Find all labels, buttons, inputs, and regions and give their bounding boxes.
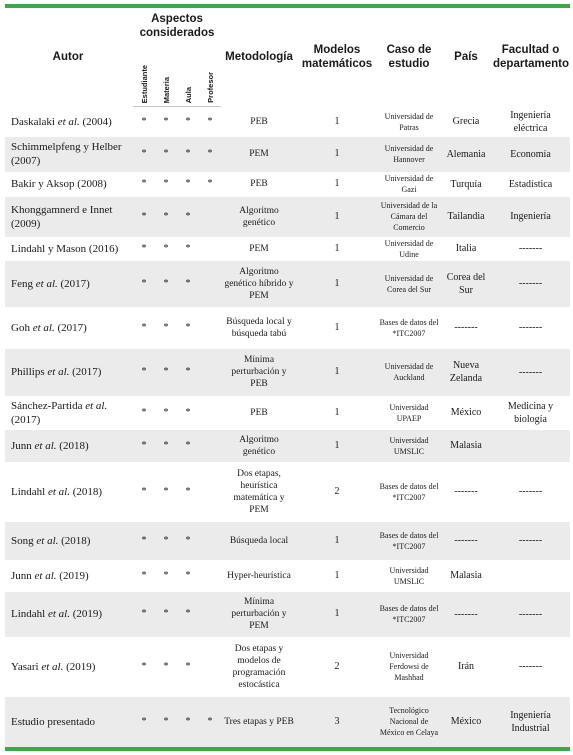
cell-facultad: Economía	[491, 137, 570, 172]
cell-estudiante: *	[141, 321, 147, 333]
cell-estudiante: *	[133, 137, 155, 172]
cell-facultad: Ingeniería eléctrica	[510, 109, 551, 134]
cell-caso: Universidad de Corea del Sur	[377, 261, 441, 307]
cell-caso: Universidad de Gazi	[384, 174, 434, 194]
table-row	[5, 237, 570, 261]
cell-aula: *	[185, 115, 191, 127]
cell-profesor	[199, 462, 221, 522]
cell-modelos: 1	[297, 430, 377, 462]
cell-caso: Tecnológico Nacional de México en Celaya	[377, 697, 441, 749]
cell-aula: *	[185, 485, 191, 497]
table-body	[5, 107, 570, 749]
cell-aula: *	[185, 406, 191, 418]
cell-caso: Universidad de Udine	[384, 238, 434, 259]
cell-aula: *	[177, 522, 199, 560]
cell-aula: *	[177, 430, 199, 462]
cell-materia: *	[155, 137, 177, 172]
cell-autor: Lindahl y Mason (2016)	[11, 242, 119, 255]
cell-pais: -------	[441, 522, 491, 560]
cell-pais: Malasia	[441, 430, 491, 462]
table-row	[5, 107, 570, 137]
cell-metodologia: Búsqueda local	[221, 522, 297, 560]
cell-facultad: -------	[491, 261, 570, 307]
cell-facultad: Medicina y biología	[507, 400, 554, 425]
subheader-aula: Aula	[177, 46, 199, 107]
cell-pais: México	[450, 407, 482, 418]
cell-materia: *	[163, 178, 169, 189]
cell-facultad: -------	[491, 349, 570, 396]
cell-metodologia: PEB	[250, 116, 268, 127]
cell-metodologia: Búsqueda local y búsqueda tabú	[226, 316, 292, 339]
cell-profesor	[199, 560, 221, 592]
cell-facultad	[491, 430, 570, 462]
cell-modelos: 1	[297, 261, 377, 307]
cell-materia: *	[155, 197, 177, 237]
cell-estudiante: *	[133, 261, 155, 307]
cell-caso: Bases de datos del *ITC2007	[377, 592, 441, 637]
cell-materia: *	[163, 485, 169, 497]
cell-pais: Alemania	[441, 137, 491, 172]
table-row	[5, 430, 570, 462]
subheader-profesor: Profesor	[199, 46, 221, 107]
cell-pais: Corea del Sur	[441, 261, 491, 307]
cell-estudiante: *	[141, 569, 147, 581]
cell-caso: Universidad de Auckland	[377, 349, 441, 396]
cell-estudiante: *	[133, 430, 155, 462]
cell-facultad: -------	[518, 486, 543, 497]
table-row	[5, 462, 570, 522]
cell-metodologia: Tres etapas y PEB	[221, 697, 297, 749]
header-modelos: Modelos matemáticos	[301, 44, 373, 71]
cell-pais: Irán	[457, 661, 475, 672]
cell-estudiante: *	[133, 697, 155, 749]
cell-autor: Estudio presentado	[5, 697, 133, 749]
cell-caso: Bases de datos del *ITC2007	[379, 317, 439, 338]
header-facultad: Facultad o departamento	[493, 44, 570, 71]
cell-caso: Universidad de Hannover	[377, 137, 441, 172]
cell-aula: *	[185, 321, 191, 333]
cell-aula: *	[185, 569, 191, 581]
cell-profesor	[199, 307, 221, 349]
cell-profesor	[199, 522, 221, 560]
cell-modelos: 1	[334, 242, 340, 254]
header-aspectos: Aspectos considerados	[139, 13, 215, 39]
cell-autor: Bakir y Aksop (2008)	[11, 178, 107, 190]
cell-materia: *	[163, 406, 169, 418]
table-row	[5, 522, 570, 560]
cell-autor: Sánchez-Partida et al. (2017)	[11, 399, 108, 426]
cell-pais: México	[441, 697, 491, 749]
table-row	[5, 560, 570, 592]
cell-estudiante: *	[133, 197, 155, 237]
cell-autor: Junn et al. (2019)	[11, 569, 89, 582]
cell-materia: *	[163, 242, 169, 254]
cell-modelos: 1	[297, 522, 377, 560]
cell-facultad: Ingeniería Industrial	[491, 697, 570, 749]
cell-metodologia: Algoritmo genético	[221, 430, 297, 462]
cell-metodologia: PEM	[221, 137, 297, 172]
table-row	[5, 592, 570, 637]
cell-metodologia: Algoritmo genético	[221, 197, 297, 237]
subheader-estudiante: Estudiante	[133, 46, 155, 107]
cell-pais: -------	[454, 486, 478, 497]
cell-facultad: -------	[491, 522, 570, 560]
cell-facultad: Ingeniería	[491, 197, 570, 237]
cell-metodologia: Mínima perturbación y PEB	[221, 349, 297, 396]
cell-caso: Universidad de Patras	[384, 111, 434, 132]
header-metodologia: Metodología	[225, 51, 293, 64]
cell-autor: Lindahl et al. (2019)	[5, 592, 133, 637]
cell-modelos: 1	[334, 406, 340, 418]
cell-caso: Bases de datos del *ITC2007	[379, 481, 439, 502]
bottom-rule	[5, 749, 570, 751]
cell-pais: Nueva Zelanda	[441, 349, 491, 396]
cell-profesor	[199, 197, 221, 237]
table-row	[5, 396, 570, 430]
cell-pais: Grecia	[452, 116, 480, 127]
cell-materia: *	[163, 660, 169, 672]
header-pais: País	[454, 51, 478, 64]
cell-metodologia: Mínima perturbación y PEM	[221, 592, 297, 637]
cell-metodologia: Dos etapas y modelos de programación estocástica	[232, 643, 286, 690]
cell-autor: Schimmelpfeng y Helber (2007)	[5, 137, 133, 172]
cell-aula: *	[177, 697, 199, 749]
cell-pais: Italia	[455, 243, 477, 254]
cell-estudiante: *	[141, 178, 147, 189]
cell-metodologia: Dos etapas, heurística matemática y PEM	[233, 468, 285, 515]
cell-profesor	[199, 592, 221, 637]
cell-aula: *	[177, 349, 199, 396]
cell-profesor: *	[207, 178, 213, 189]
cell-aula: *	[177, 197, 199, 237]
cell-aula: *	[177, 137, 199, 172]
table-row	[5, 697, 570, 749]
subheader-materia: Materia	[155, 46, 177, 107]
cell-modelos: 1	[297, 592, 377, 637]
cell-autor: Khonggamnerd e Innet (2009)	[5, 197, 133, 237]
cell-metodologia: Algoritmo genético híbrido y PEM	[221, 261, 297, 307]
cell-materia: *	[155, 697, 177, 749]
cell-pais: Malasia	[450, 570, 482, 581]
cell-profesor	[199, 637, 221, 697]
cell-autor: Junn et al. (2018)	[5, 430, 133, 462]
cell-caso: Universidad Ferdowsi de Mashhad	[389, 651, 429, 682]
cell-materia: *	[163, 569, 169, 581]
cell-estudiante: *	[141, 406, 147, 418]
header-autor: Autor	[52, 51, 84, 64]
cell-pais: -------	[454, 322, 478, 333]
table-row	[5, 197, 570, 237]
cell-estudiante: *	[141, 242, 147, 254]
table-row	[5, 261, 570, 307]
cell-autor: Song et al. (2018)	[5, 522, 133, 560]
cell-caso: Bases de datos del *ITC2007	[377, 522, 441, 560]
cell-aula: *	[177, 592, 199, 637]
cell-facultad	[491, 560, 570, 592]
cell-modelos: 1	[334, 115, 340, 127]
cell-materia: *	[163, 115, 169, 127]
cell-pais: Turquía	[450, 178, 482, 190]
cell-materia: *	[155, 430, 177, 462]
cell-modelos: 3	[297, 697, 377, 749]
cell-caso: Universidad UPAEP	[389, 402, 429, 423]
cell-autor: Goh et al. (2017)	[11, 321, 87, 334]
cell-facultad: -------	[518, 661, 543, 672]
cell-modelos: 2	[334, 660, 340, 672]
cell-profesor: *	[207, 115, 213, 127]
cell-materia: *	[155, 592, 177, 637]
literature-comparison-table	[5, 4, 570, 751]
cell-caso: Universidad UMSLIC	[377, 430, 441, 462]
table-row	[5, 307, 570, 349]
cell-profesor	[199, 430, 221, 462]
cell-modelos: 1	[297, 197, 377, 237]
cell-estudiante: *	[141, 660, 147, 672]
cell-materia: *	[163, 321, 169, 333]
table-row	[5, 349, 570, 396]
table-row	[5, 172, 570, 197]
cell-modelos: 1	[297, 349, 377, 396]
cell-autor: Feng et al. (2017)	[5, 261, 133, 307]
cell-pais: -------	[441, 592, 491, 637]
cell-facultad: Estadística	[508, 178, 553, 190]
cell-aula: *	[185, 660, 191, 672]
cell-estudiante: *	[133, 522, 155, 560]
cell-autor: Lindahl et al. (2018)	[11, 485, 103, 498]
cell-materia: *	[155, 522, 177, 560]
cell-metodologia: Hyper-heurística	[227, 570, 291, 581]
cell-estudiante: *	[133, 592, 155, 637]
cell-modelos: 1	[334, 321, 340, 333]
cell-metodologia: PEB	[250, 179, 268, 189]
cell-metodologia: PEM	[249, 243, 269, 254]
cell-modelos: 1	[334, 178, 340, 189]
cell-modelos: 2	[334, 485, 340, 497]
cell-modelos: 1	[297, 137, 377, 172]
cell-autor: Phillips et al. (2017)	[5, 349, 133, 396]
cell-autor: Daskalaki et al. (2004)	[11, 115, 112, 128]
cell-estudiante: *	[141, 115, 147, 127]
cell-profesor	[199, 261, 221, 307]
cell-facultad: -------	[491, 592, 570, 637]
cell-metodologia: PEB	[250, 407, 268, 418]
cell-caso: Universidad UMSLIC	[389, 565, 429, 586]
cell-autor: Yasari et al. (2019)	[11, 660, 96, 673]
cell-profesor: *	[199, 697, 221, 749]
cell-aula: *	[185, 178, 191, 189]
cell-profesor	[199, 396, 221, 430]
cell-estudiante: *	[133, 349, 155, 396]
cell-profesor	[199, 237, 221, 261]
cell-aula: *	[177, 261, 199, 307]
header-caso: Caso de estudio	[386, 44, 432, 71]
cell-facultad: -------	[518, 322, 543, 333]
cell-caso: Universidad de la Cámara del Comercio	[377, 197, 441, 237]
cell-modelos: 1	[334, 569, 340, 581]
cell-profesor	[199, 349, 221, 396]
table-header	[5, 6, 570, 107]
table-row	[5, 137, 570, 172]
cell-facultad: -------	[518, 243, 543, 254]
cell-materia: *	[155, 349, 177, 396]
cell-estudiante: *	[141, 485, 147, 497]
cell-pais: Tailandia	[441, 197, 491, 237]
cell-profesor: *	[199, 137, 221, 172]
cell-aula: *	[185, 242, 191, 254]
cell-materia: *	[155, 261, 177, 307]
table-row	[5, 637, 570, 697]
